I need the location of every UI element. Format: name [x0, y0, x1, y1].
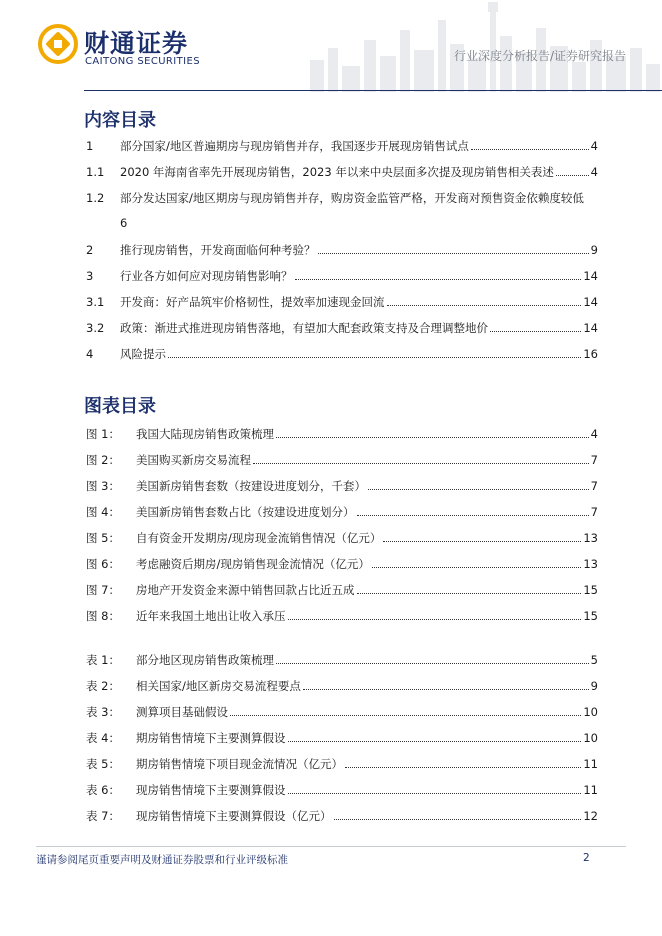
- footer-page-number: 2: [583, 852, 590, 864]
- toc-entry[interactable]: [86, 342, 598, 362]
- brand-name-cn: 财通证券: [84, 29, 189, 58]
- figure-number: 图 1：: [86, 427, 120, 441]
- table-title: 期房销售情境下主要测算假设: [136, 731, 286, 745]
- toc-entry-title: 开发商：好产品筑牢价格韧性，提效率加速现金回流: [120, 295, 385, 309]
- table-title: 相关国家/地区新房交易流程要点: [136, 679, 301, 693]
- table-entry[interactable]: [86, 674, 598, 694]
- table-page: 9: [590, 679, 598, 693]
- toc-entry-title: 部分国家/地区普遍期房与现房销售并存，我国逐步开展现房销售试点: [120, 139, 469, 153]
- dot-leader: [357, 515, 589, 516]
- figure-title: 房地产开发资金来源中销售回款占比近五成: [136, 583, 355, 597]
- figure-title: 美国新房销售套数（按建设进度划分，千套）: [136, 479, 366, 493]
- figure-page: 13: [583, 557, 598, 571]
- figure-page: 13: [583, 531, 598, 545]
- table-page: 11: [583, 757, 598, 771]
- dot-leader: [318, 253, 589, 254]
- header-divider: [84, 90, 662, 91]
- dot-leader: [276, 437, 589, 438]
- table-page: 10: [583, 731, 598, 745]
- toc-entry-title: 风险提示: [120, 347, 166, 361]
- figure-page: 7: [590, 453, 598, 467]
- table-entry[interactable]: [86, 778, 598, 798]
- toc-entry-title: 2020 年海南省率先开展现房销售，2023 年以来中央层面多次提及现房销售相关表述: [120, 165, 554, 179]
- toc-entry-title: 推行现房销售，开发商面临何种考验？: [120, 243, 316, 257]
- toc-entry-page: 14: [583, 321, 598, 335]
- toc-entry-number: 3: [86, 269, 94, 283]
- table-entry[interactable]: [86, 804, 598, 824]
- table-title: 现房销售情境下主要测算假设: [136, 783, 286, 797]
- table-title: 现房销售情境下主要测算假设（亿元）: [136, 809, 332, 823]
- toc-entry-title: 政策：渐进式推进现房销售落地，有望加大配套政策支持及合理调整地价: [120, 321, 488, 335]
- table-number: 表 3：: [86, 705, 120, 719]
- toc-entry-page: 14: [583, 295, 598, 309]
- dot-leader: [276, 663, 589, 664]
- figure-number: 图 6：: [86, 557, 120, 571]
- dot-leader: [345, 767, 581, 768]
- table-number: 表 2：: [86, 679, 120, 693]
- figure-number: 图 7：: [86, 583, 120, 597]
- table-entry[interactable]: [86, 752, 598, 772]
- figure-entry[interactable]: [86, 604, 598, 624]
- dot-leader: [556, 175, 589, 176]
- figure-title: 近年来我国土地出让收入承压: [136, 609, 286, 623]
- table-page: 12: [583, 809, 598, 823]
- figure-entry[interactable]: [86, 422, 598, 442]
- table-title: 测算项目基础假设: [136, 705, 228, 719]
- dot-leader: [295, 279, 582, 280]
- figure-number: 图 5：: [86, 531, 120, 545]
- brand-name-en: CAITONG SECURITIES: [85, 56, 200, 67]
- toc-entry[interactable]: [86, 290, 598, 310]
- figure-number: 图 2：: [86, 453, 120, 467]
- city-skyline-watermark: [300, 0, 662, 92]
- figure-entry[interactable]: [86, 578, 598, 598]
- figure-entry[interactable]: [86, 526, 598, 546]
- footer-divider: [36, 846, 626, 847]
- figure-entry[interactable]: [86, 552, 598, 572]
- toc-entry-number: 1.2: [86, 191, 105, 205]
- footer-disclaimer: 谨请参阅尾页重要声明及财通证券股票和行业评级标准: [36, 854, 288, 866]
- dot-leader: [372, 567, 581, 568]
- toc-entry-number: 3.1: [86, 295, 105, 309]
- toc-entry-page: 4: [590, 139, 598, 153]
- dot-leader: [230, 715, 581, 716]
- dot-leader: [387, 305, 582, 306]
- toc-entry-title: 部分发达国家/地区期房与现房销售并存，购房资金监管严格，开发商对预售资金依赖度较低: [120, 191, 584, 205]
- table-entry[interactable]: [86, 648, 598, 668]
- dot-leader: [357, 593, 582, 594]
- figure-title: 考虑融资后期房/现房销售现金流情况（亿元）: [136, 557, 370, 571]
- table-number: 表 5：: [86, 757, 120, 771]
- figure-page: 7: [590, 505, 598, 519]
- dot-leader: [334, 819, 582, 820]
- table-number: 表 6：: [86, 783, 120, 797]
- toc-entry[interactable]: [86, 134, 598, 154]
- figure-title: 美国购买新房交易流程: [136, 453, 251, 467]
- toc-entry[interactable]: [86, 264, 598, 284]
- dot-leader: [303, 689, 589, 690]
- dot-leader: [490, 331, 581, 332]
- table-number: 表 4：: [86, 731, 120, 745]
- toc-entry-page: 6: [120, 216, 128, 230]
- figure-page: 15: [583, 583, 598, 597]
- toc-entry[interactable]: [86, 316, 598, 336]
- toc-entry[interactable]: [86, 186, 598, 206]
- page-header: [0, 0, 662, 96]
- dot-leader: [253, 463, 589, 464]
- dot-leader: [383, 541, 581, 542]
- toc-entry-number: 1.1: [86, 165, 105, 179]
- toc-entry-page: 16: [583, 347, 598, 361]
- figure-title: 我国大陆现房销售政策梳理: [136, 427, 274, 441]
- table-entry[interactable]: [86, 700, 598, 720]
- figure-entry[interactable]: [86, 474, 598, 494]
- table-number: 表 1：: [86, 653, 120, 667]
- figure-number: 图 3：: [86, 479, 120, 493]
- table-title: 部分地区现房销售政策梳理: [136, 653, 274, 667]
- toc-entry-page: 4: [590, 165, 598, 179]
- toc-entry-number: 2: [86, 243, 94, 257]
- caitong-logo-icon: [38, 24, 78, 64]
- toc-entry[interactable]: [86, 160, 598, 180]
- toc-entry-number: 3.2: [86, 321, 105, 335]
- figure-entry[interactable]: [86, 448, 598, 468]
- table-page: 10: [583, 705, 598, 719]
- figure-entry[interactable]: [86, 500, 598, 520]
- dot-leader: [288, 793, 582, 794]
- figure-title: 自有资金开发期房/现房现金流销售情况（亿元）: [136, 531, 382, 545]
- figures-title: 图表目录: [84, 396, 156, 417]
- dot-leader: [368, 489, 589, 490]
- toc-entry-title: 行业各方如何应对现房销售影响？: [120, 269, 293, 283]
- dot-leader: [288, 619, 582, 620]
- dot-leader: [168, 357, 581, 358]
- table-page: 11: [583, 783, 598, 797]
- toc-entry-page: 14: [583, 269, 598, 283]
- figure-page: 15: [583, 609, 598, 623]
- table-title: 期房销售情境下项目现金流情况（亿元）: [136, 757, 343, 771]
- table-page: 5: [590, 653, 598, 667]
- toc-entry-number: 4: [86, 347, 94, 361]
- dot-leader: [471, 149, 589, 150]
- table-number: 表 7：: [86, 809, 120, 823]
- dot-leader: [288, 741, 582, 742]
- report-type-label: 行业深度分析报告/证券研究报告: [453, 49, 626, 63]
- figure-number: 图 8：: [86, 609, 120, 623]
- toc-title: 内容目录: [84, 110, 156, 131]
- table-entry[interactable]: [86, 726, 598, 746]
- toc-entry[interactable]: [86, 238, 598, 258]
- figure-page: 7: [590, 479, 598, 493]
- toc-entry-number: 1: [86, 139, 94, 153]
- toc-entry-page: 9: [590, 243, 598, 257]
- figure-page: 4: [590, 427, 598, 441]
- figure-number: 图 4：: [86, 505, 120, 519]
- figure-title: 美国新房销售套数占比（按建设进度划分）: [136, 505, 355, 519]
